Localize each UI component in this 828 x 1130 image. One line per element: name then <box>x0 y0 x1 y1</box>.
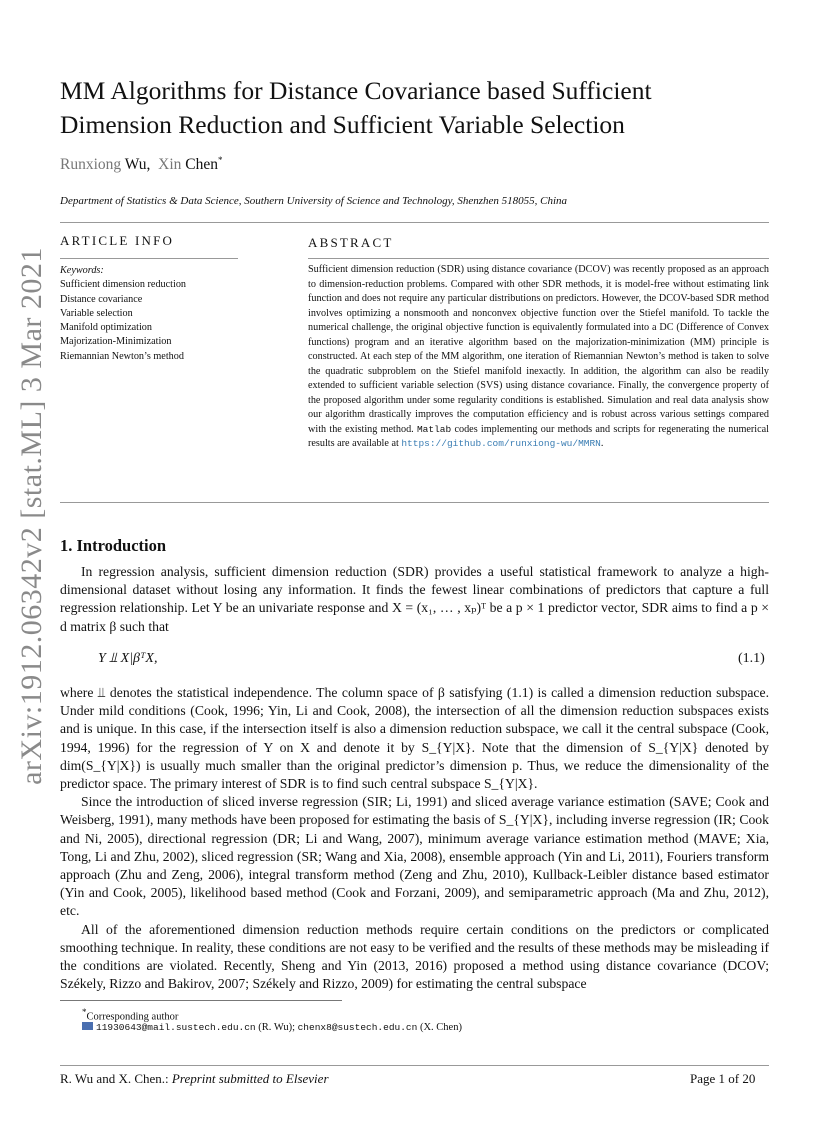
author2-family: Chen <box>185 156 218 174</box>
intro-paragraph-2 <box>60 684 769 993</box>
paragraph-text: Since the introduction of sliced inverse regression (SIR; Li, 1991) and sliced average variance estimation (SAVE; Cook and Weisberg, 1991), many methods have been proposed for estimating the basis of S_{Y|X}, including inverse regression (IR; Cook and Ni, 2005), directional regression (DR; Li and Wang, 2007), minimum average variance estimation method (MAVE; Xia, Tong, Li and Zhu, 2002), sliced regression (SR; Wang and Xia, 2008), ensemble approach (Yin and Li, 2011), Fouriers transform approach (Zhu and Zeng, 2006), integral transform method (Zeng and Zhu, 2010), Kullback-Leibler distance based estimator (Yin and Cook, 2005), likelihood based method (Cook and Forzani, 2009), and semiparametric approach (Ma and Zhu, 2012), etc. <box>60 794 769 919</box>
abstract-body: Sufficient dimension reduction (SDR) using distance covariance (DCOV) was recently proposed as an approach to dimension-reduction problems. Compared with other SDR methods, it is model-free without estimating link function and does not require any particular distributions on predictors. However, the DCOV-based SDR method involves optimizing a nonsmooth and nonconvex objective function over the Stiefel manifold. To tackle the numerical challenge, the original objective function is equivalently formulated into a DC (Difference of Convex functions) program and an iterative algorithm based on the majorization-minimization (MM) principle is constructed. At each step of the MM algorithm, one iteration of Riemannian Newton’s method is taken to solve the quadratic subproblem on the Stiefel manifold inexactly. In addition, the algorithm can also be readily extended to sufficient variable selection (SVS) using distance covariance. Finally, the convergence property of the proposed algorithm under some regularity conditions is established. Simulation and real data analysis show our algorithm drastically improves the computation efficiency and is robust across various settings compared with the existing method. <box>308 264 769 435</box>
footer-left <box>60 1071 329 1087</box>
footer-venue: Preprint submitted to Elsevier <box>171 1071 329 1086</box>
article-info-rule <box>60 258 238 259</box>
email-2-owner: (X. Chen) <box>417 1022 462 1033</box>
keyword-item: Majorization-Minimization <box>60 336 172 348</box>
equation-number: (1.1) <box>738 651 765 666</box>
equation-1-1: Y ⫫ X|βᵀX, <box>98 651 158 666</box>
affiliation: Department of Statistics & Data Science, Southern University of Science and Technology, Shenzhen 518055, China <box>60 195 568 207</box>
author1-given[interactable]: Runxiong <box>60 156 122 174</box>
abstract-text <box>308 263 769 452</box>
keyword-item: Manifold optimization <box>60 322 152 334</box>
authors <box>60 155 223 174</box>
abstract-code-text: codes implementing our methods and scripts for regenerating the numerical results are available at <box>308 423 770 449</box>
paragraph-text: where ⫫ denotes the statistical independence. The column space of β satisfying (1.1) is called a dimension reduction subspace. Under mild conditions (Cook, 1996; Yin, Li and Cook, 2008), the intersection of all the dimension reduction subspaces exists and is unique. In this case, if the intersection itself is also a dimension reduction subspace, we call it the central subspace (Cook, 1994, 1996) for the regression of Y on X and denote it by S_{Y|X}. Note that the dimension of S_{Y|X} denoted by dim(S_{Y|X}) is usually much smaller than the original predictor’s dimension p. Thus, we reduce the dimensionality of the predictor space. The primary interest of SDR is to find such central subspace S_{Y|X}. <box>60 685 769 792</box>
github-link[interactable]: https://github.com/runxiong-wu/MMRN <box>401 438 601 449</box>
keyword-item: Distance covariance <box>60 293 143 305</box>
abstract-rule <box>308 258 769 259</box>
keyword-item: Variable selection <box>60 307 133 319</box>
keyword-item: Sufficient dimension reduction <box>60 279 187 291</box>
keywords-block <box>60 264 240 364</box>
header-rule <box>60 222 769 223</box>
abstract-heading: ABSTRACT <box>308 235 394 250</box>
email-1[interactable]: 11930643@mail.sustech.edu.cn <box>96 1022 256 1033</box>
footnote-rule <box>60 1000 342 1001</box>
email-1-owner: (R. Wu); <box>255 1022 298 1033</box>
author1-family: Wu <box>124 156 147 174</box>
paragraph-text: All of the aforementioned dimension reduction methods require certain conditions on the predictors or complicated smoothing technique. In reality, these conditions are not easy to be verified and the results of these methods may be misleading if the conditions are violated. Recently, Sheng and Yin (2013, 2016) proposed a method using distance covariance (DCOV; Székely, Rizzo and Bakirov, 2007; Székely and Rizzo, 2009) for estimating the central subspace <box>60 921 769 992</box>
corresponding-mark: * <box>218 155 223 165</box>
paragraph-text: In regression analysis, sufficient dimension reduction (SDR) provides a useful statistical framework to analyze a high-dimensional dataset without losing any information. It finds the fewest linear combinations of predictors that capture a full regression relationship. Let Y be an univariate response and X = (x₁, … , xₚ)ᵀ be a p × 1 predictor vector, SDR aims to find a p × d matrix β such that <box>60 564 769 634</box>
section-heading: 1. Introduction <box>60 536 167 555</box>
email-2[interactable]: chenx8@sustech.edu.cn <box>297 1022 418 1033</box>
keywords-label: Keywords: <box>60 265 104 276</box>
author2-given[interactable]: Xin <box>158 156 182 174</box>
author-separator: , <box>146 156 151 174</box>
article-info-heading: ARTICLE INFO <box>60 233 175 248</box>
abstract-end: . <box>600 438 604 449</box>
arxiv-id: arXiv:1912.06342v2 [stat.ML] 3 Mar 2021 <box>15 247 49 785</box>
paper-title <box>60 74 780 142</box>
footer-rule <box>60 1065 769 1066</box>
footer-authors: R. Wu and X. Chen. <box>60 1071 166 1086</box>
footnote-label: Corresponding author <box>86 1011 179 1023</box>
footnote-mark: * <box>82 1007 87 1017</box>
code-word: Matlab <box>416 423 452 435</box>
title-line-1: MM Algorithms for Distance Covariance based Sufficient <box>60 76 652 105</box>
footer-sep: : <box>165 1071 172 1086</box>
arxiv-sidebar <box>10 246 54 786</box>
title-line-2: Dimension Reduction and Sufficient Variable Selection <box>60 110 625 139</box>
footnote-emails <box>82 1020 782 1036</box>
abstract-bottom-rule <box>60 502 769 503</box>
page-number: Page 1 of 20 <box>690 1071 756 1086</box>
keyword-item: Riemannian Newton’s method <box>60 350 184 362</box>
email-icon <box>82 1022 93 1030</box>
intro-paragraph-1 <box>60 563 769 636</box>
